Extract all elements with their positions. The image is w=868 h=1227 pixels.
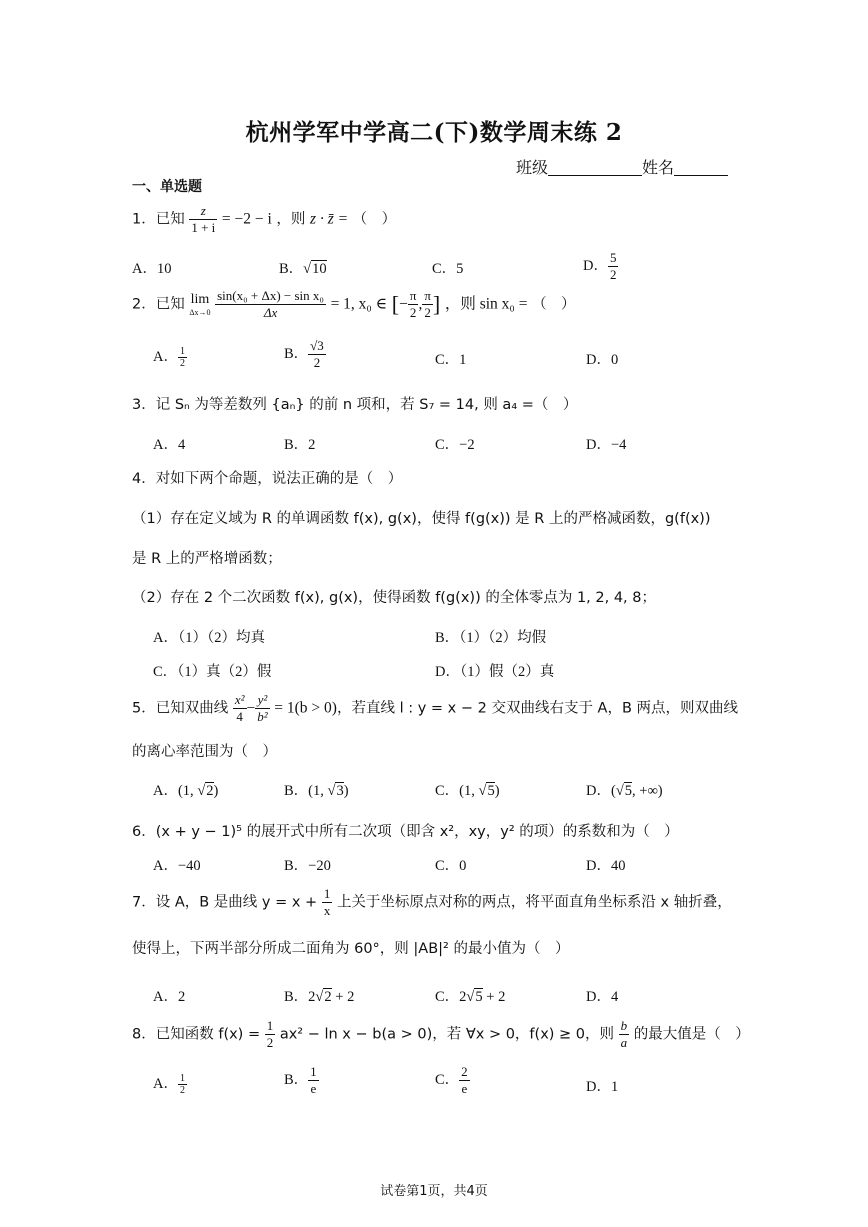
q1-option-b[interactable]: B．√10 [279, 261, 327, 277]
q7-option-a[interactable]: A．2 [153, 989, 186, 1005]
q8-option-c[interactable]: C． $\frac{2}{e}$ [435, 1064, 468, 1096]
q3-option-a[interactable]: A．4 [153, 437, 186, 453]
q1-option-d[interactable]: D． $\frac{5}{2}$ [583, 250, 617, 282]
q6-option-b[interactable]: B．−20 [284, 858, 331, 874]
q4-option-c[interactable]: C．（1）真（2）假 [153, 664, 272, 680]
q5-option-d[interactable]: D．(√5, +∞) [586, 783, 663, 799]
q7-option-b[interactable]: B．2√2 + 2 [284, 989, 355, 1005]
page-title: 杭州学军中学高二(下)数学周末练 2 [245, 119, 623, 146]
page-footer: 试卷第1页，共4页 [380, 1184, 488, 1199]
name-label: 姓名 [642, 158, 675, 177]
q1-option-a[interactable]: A．10 [132, 261, 172, 277]
q4-option-d[interactable]: D．（1）假（2）真 [435, 664, 555, 680]
q7-option-d[interactable]: D．4 [586, 989, 619, 1005]
question-2-stem: 2．已知 lim Δx→0 $\frac{\text{sin(x₀ + Δx) − sin x₀}}{\Delta x}$ = 1, x₀ ∈ [− $\frac{\pi}{2}$ , $\frac{\pi}{2}$ ] ，则 sin x₀ = （ ） [132, 288, 576, 320]
q2-option-a[interactable]: A． $\frac{1}{2}$ [153, 346, 185, 370]
q2-limit: lim Δx→0 [189, 292, 211, 317]
q6-option-d[interactable]: D．40 [586, 858, 626, 874]
q4-option-b[interactable]: B．（1）（2）均假 [435, 630, 547, 646]
q5-option-a[interactable]: A．(1, √2) [153, 783, 219, 799]
q2-option-d[interactable]: D．0 [586, 352, 619, 368]
q7-option-c[interactable]: C．2√5 + 2 [435, 989, 506, 1005]
question-4-stem: 4．对如下两个命题，说法正确的是（ ） [132, 471, 403, 487]
question-7-stem-cont: 使得上，下两半部分所成二面角为 60°，则 |AB|² 的最小值为（ ） [132, 941, 570, 957]
q6-option-a[interactable]: A．−40 [153, 858, 201, 874]
question-7-stem: 7．设 A，B 是曲线 y = x + $\frac{1}{x}$ 上关于坐标原点对称的两点，将平面直角坐标系沿 x 轴折叠， [132, 886, 732, 918]
question-6-stem: 6．(x + y − 1)⁵ 的展开式中所有二次项（即含 x²，xy，y² 的项）的系数和为（ ） [132, 824, 679, 840]
q6-option-c[interactable]: C．0 [435, 858, 467, 874]
q3-option-d[interactable]: D．−4 [586, 437, 627, 453]
q8-option-b[interactable]: B． $\frac{1}{e}$ [284, 1064, 317, 1096]
class-label: 班级 [516, 158, 549, 177]
q1-option-c[interactable]: C．5 [432, 261, 464, 277]
q5-option-c[interactable]: C．(1, √5) [435, 783, 500, 799]
q4-proposition-2: （2）存在 2 个二次函数 f(x), g(x)，使得函数 f(g(x)) 的全体零点为 1, 2, 4, 8； [132, 590, 656, 606]
class-blank[interactable] [548, 159, 642, 176]
name-blank[interactable] [674, 159, 728, 176]
q3-option-b[interactable]: B．2 [284, 437, 316, 453]
q3-option-c[interactable]: C．−2 [435, 437, 475, 453]
q1-fraction: $\frac{z}{1 + i}$ [191, 203, 216, 235]
q4-proposition-1-cont: 是 R 上的严格增函数； [132, 551, 282, 567]
section-heading: 一、单选题 [132, 179, 202, 195]
question-5-stem-cont: 的离心率范围为（ ） [132, 744, 277, 760]
q2-option-b[interactable]: B． $\frac{√3}{2}$ [284, 338, 324, 370]
class-name-line [516, 155, 728, 178]
question-3-stem: 3．记 Sₙ 为等差数列 {aₙ} 的前 n 项和，若 S₇ = 14, 则 a₄ =（ ） [132, 397, 578, 413]
q8-option-a[interactable]: A． $\frac{1}{2}$ [153, 1073, 185, 1097]
question-5-stem: 5．已知双曲线 $\frac{\text{x²}}{4}$ − $\frac{\text{y²}}{\text{b²}}$ = 1(b > 0)，若直线 l : y = x − 2 交双曲线右支于 A，B 两点，则双曲线 [132, 692, 739, 724]
q2-fraction: $\frac{\text{sin(x₀ + Δx) − sin x₀}}{\Delta x}$ [217, 288, 324, 320]
question-1-stem: 1．已知 $\frac{z}{1 + i}$ = −2 − i ，则 z · z̄ = （ ） [132, 203, 397, 235]
q4-option-a[interactable]: A．（1）（2）均真 [153, 630, 265, 646]
q5-option-b[interactable]: B．(1, √3) [284, 783, 349, 799]
q4-proposition-1: （1）存在定义域为 R 的单调函数 f(x), g(x)，使得 f(g(x)) 是 R 上的严格减函数，g(f(x)) [132, 511, 711, 527]
q2-option-c[interactable]: C．1 [435, 352, 467, 368]
q8-option-d[interactable]: D．1 [586, 1079, 619, 1095]
question-8-stem: 8．已知函数 f(x) = $\frac{1}{2}$ ax² − ln x − b(a > 0)，若 ∀x > 0，f(x) ≥ 0，则 $\frac{b}{a}$ 的最大值是（ ） [132, 1018, 750, 1050]
